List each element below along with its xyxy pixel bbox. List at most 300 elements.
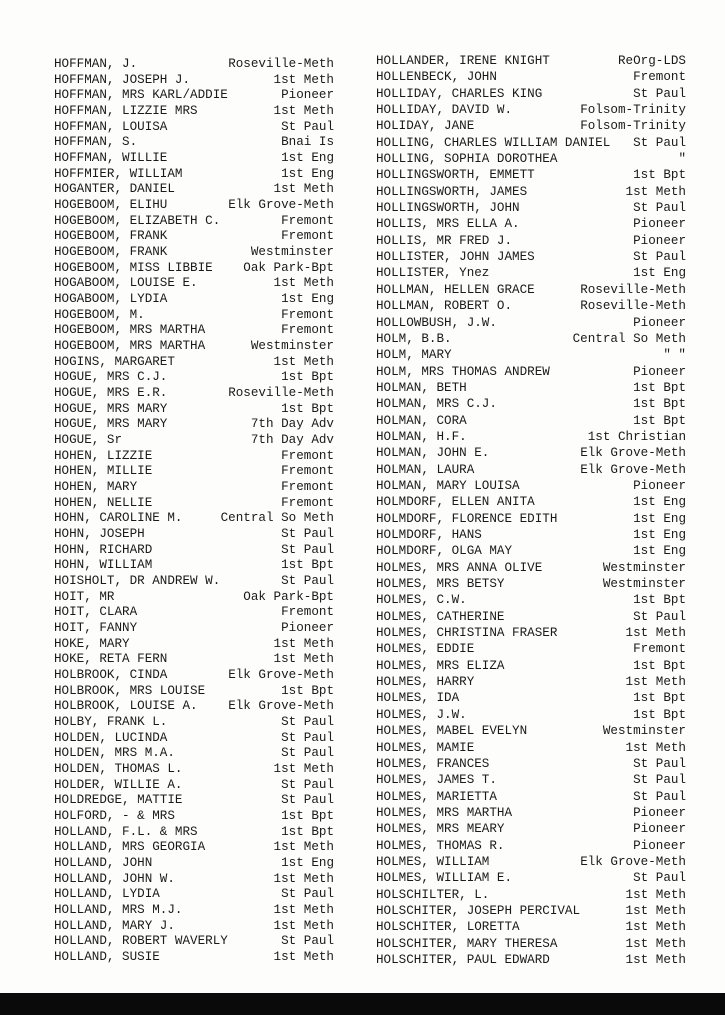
directory-entry xyxy=(54,919,334,934)
entry-name: HOLLISTER, JOHN JAMES xyxy=(376,250,535,264)
entry-name: HOGEBOOM, M. xyxy=(54,308,145,322)
directory-entry xyxy=(376,839,686,854)
entry-church: 1st Meth xyxy=(625,741,686,755)
directory-entry xyxy=(376,185,686,200)
directory-entry xyxy=(54,57,334,72)
directory-entry xyxy=(54,120,334,135)
entry-name: HOLMES, MAMIE xyxy=(376,741,475,755)
entry-church: St Paul xyxy=(633,871,686,885)
directory-entry xyxy=(54,731,334,746)
entry-name: HOLMES, MRS MARTHA xyxy=(376,806,513,820)
entry-church: Roseville-Meth xyxy=(228,386,334,400)
entry-name: HOLBROOK, LOUISE A. xyxy=(54,699,198,713)
directory-entry xyxy=(376,266,686,281)
directory-entry xyxy=(376,544,686,559)
directory-entry xyxy=(54,480,334,495)
directory-entry xyxy=(376,512,686,527)
entry-church: 1st Bpt xyxy=(281,825,334,839)
entry-name: HOLMES, IDA xyxy=(376,691,460,705)
entry-name: HOHEN, MILLIE xyxy=(54,464,153,478)
entry-name: HOFFMAN, LOUISA xyxy=(54,120,168,134)
directory-entry xyxy=(376,103,686,118)
entry-church: ReOrg-LDS xyxy=(617,54,686,68)
directory-entry xyxy=(376,495,686,510)
entry-name: HOGABOOM, LOUISE E. xyxy=(54,276,198,290)
directory-entry xyxy=(54,214,334,229)
entry-name: HOFFMAN, MRS KARL/ADDIE xyxy=(54,88,228,102)
directory-entry xyxy=(376,904,686,919)
entry-name: HOLMAN, JOHN E. xyxy=(376,446,490,460)
directory-entry xyxy=(54,261,334,276)
entry-name: HOLLENBECK, JOHN xyxy=(376,70,497,84)
directory-entry xyxy=(54,825,334,840)
entry-name: HOFFMAN, JOSEPH J. xyxy=(54,73,191,87)
entry-name: HOLMES, MRS ELIZA xyxy=(376,659,505,673)
directory-entry xyxy=(376,920,686,935)
entry-name: HOGEBOOM, FRANK xyxy=(54,229,168,243)
entry-name: HOFFMAN, WILLIE xyxy=(54,151,168,165)
directory-entry xyxy=(376,397,686,412)
directory-entry xyxy=(376,953,686,968)
directory-entry xyxy=(54,464,334,479)
entry-name: HOGABOOM, LYDIA xyxy=(54,292,168,306)
entry-church: 7th Day Adv xyxy=(250,417,334,431)
directory-entry xyxy=(376,659,686,674)
entry-church: Fremont xyxy=(281,308,334,322)
entry-church: 1st Bpt xyxy=(633,708,686,722)
entry-church: St Paul xyxy=(281,746,334,760)
directory-entry xyxy=(54,903,334,918)
entry-church: St Paul xyxy=(633,790,686,804)
directory-entry xyxy=(376,430,686,445)
entry-name: HOLMDORF, ELLEN ANITA xyxy=(376,495,535,509)
directory-entry xyxy=(54,809,334,824)
entry-church: St Paul xyxy=(281,887,334,901)
directory-entry xyxy=(376,217,686,232)
entry-name: HOLMES, WILLIAM xyxy=(376,855,490,869)
entry-name: HOGUE, Sr xyxy=(54,433,123,447)
entry-church: 1st Meth xyxy=(625,920,686,934)
entry-church: 1st Bpt xyxy=(633,414,686,428)
directory-entry xyxy=(54,182,334,197)
directory-entry xyxy=(54,323,334,338)
entry-name: HOLLIDAY, DAVID W. xyxy=(376,103,513,117)
entry-church: St Paul xyxy=(281,778,334,792)
directory-entry xyxy=(54,370,334,385)
entry-church: 1st Meth xyxy=(625,626,686,640)
entry-church: 7th Day Adv xyxy=(250,433,334,447)
entry-church: 1st Meth xyxy=(273,872,334,886)
entry-name: HOLMES, THOMAS R. xyxy=(376,839,505,853)
entry-name: HOFFMAN, J. xyxy=(54,57,138,71)
directory-entry xyxy=(376,691,686,706)
directory-entry xyxy=(376,806,686,821)
entry-name: HOLM, B.B. xyxy=(376,332,452,346)
entry-name: HOLLING, CHARLES WILLIAM DANIEL xyxy=(376,136,611,150)
directory-entry xyxy=(376,822,686,837)
directory-entry xyxy=(376,871,686,886)
directory-entry xyxy=(376,234,686,249)
entry-name: HOLIDAY, JANE xyxy=(376,119,475,133)
entry-church: 1st Christian xyxy=(587,430,686,444)
entry-name: HOLMDORF, FLORENCE EDITH xyxy=(376,512,558,526)
entry-church: 1st Meth xyxy=(273,950,334,964)
entry-name: HOLMAN, LAURA xyxy=(376,463,475,477)
directory-entry xyxy=(376,446,686,461)
entry-name: HOLLAND, JOHN xyxy=(54,856,153,870)
entry-church: 1st Eng xyxy=(281,292,334,306)
directory-entry xyxy=(376,675,686,690)
entry-name: HOLMAN, CORA xyxy=(376,414,467,428)
entry-name: HOLM, MARY xyxy=(376,348,452,362)
entry-name: HOLM, MRS THOMAS ANDREW xyxy=(376,365,550,379)
entry-name: HOFFMAN, S. xyxy=(54,135,138,149)
entry-name: HOHEN, NELLIE xyxy=(54,496,153,510)
entry-name: HOGEBOOM, FRANK xyxy=(54,245,168,259)
entry-church: 1st Meth xyxy=(625,937,686,951)
entry-church: Fremont xyxy=(281,214,334,228)
entry-name: HOLLIS, MR FRED J. xyxy=(376,234,513,248)
directory-entry xyxy=(54,840,334,855)
directory-entry xyxy=(54,684,334,699)
directory-entry xyxy=(54,527,334,542)
entry-church: Elk Grove-Meth xyxy=(228,198,334,212)
entry-church: 1st Eng xyxy=(633,495,686,509)
entry-church: St Paul xyxy=(633,201,686,215)
entry-church: St Paul xyxy=(633,610,686,624)
entry-name: HOLMES, WILLIAM E. xyxy=(376,871,513,885)
entry-church: Elk Grove-Meth xyxy=(580,855,686,869)
directory-entry xyxy=(54,449,334,464)
entry-church: 1st Meth xyxy=(273,182,334,196)
entry-name: HOLLAND, JOHN W. xyxy=(54,872,175,886)
entry-name: HOISHOLT, DR ANDREW W. xyxy=(54,574,221,588)
directory-entry xyxy=(376,332,686,347)
entry-name: HOGUE, MRS MARY xyxy=(54,417,168,431)
directory-entry xyxy=(376,414,686,429)
directory-entry xyxy=(376,365,686,380)
entry-name: HOLMAN, MRS C.J. xyxy=(376,397,497,411)
entry-church: Westminster xyxy=(602,561,686,575)
entry-name: HOLLINGSWORTH, JOHN xyxy=(376,201,520,215)
entry-church: Fremont xyxy=(281,464,334,478)
entry-name: HOKE, MARY xyxy=(54,637,130,651)
entry-name: HOLSCHITER, PAUL EDWARD xyxy=(376,953,550,967)
entry-church: 1st Bpt xyxy=(281,558,334,572)
entry-church: Fremont xyxy=(281,605,334,619)
entry-name: HOLMES, MRS ANNA OLIVE xyxy=(376,561,543,575)
entry-church: Elk Grove-Meth xyxy=(580,446,686,460)
entry-church: 1st Meth xyxy=(625,904,686,918)
entry-name: HOLMAN, BETH xyxy=(376,381,467,395)
entry-church: Pioneer xyxy=(633,234,686,248)
directory-entry xyxy=(376,168,686,183)
entry-church: Oak Park-Bpt xyxy=(243,590,334,604)
entry-church: Roseville-Meth xyxy=(580,299,686,313)
entry-name: HOGEBOOM, MISS LIBBIE xyxy=(54,261,213,275)
entry-name: HOLDEN, THOMAS L. xyxy=(54,762,183,776)
entry-name: HOLMES, MRS MEARY xyxy=(376,822,505,836)
entry-church: 1st Eng xyxy=(633,266,686,280)
directory-entry xyxy=(54,229,334,244)
directory-entry xyxy=(54,402,334,417)
entry-church: Pioneer xyxy=(633,365,686,379)
entry-name: HOHEN, MARY xyxy=(54,480,138,494)
entry-name: HOIT, FANNY xyxy=(54,621,138,635)
directory-entry xyxy=(54,934,334,949)
entry-church: 1st Eng xyxy=(281,856,334,870)
entry-name: HOGEBOOM, MRS MARTHA xyxy=(54,323,206,337)
entry-name: HOLLMAN, ROBERT O. xyxy=(376,299,513,313)
scan-bottom-edge xyxy=(0,993,725,1015)
directory-entry xyxy=(54,558,334,573)
directory-entry xyxy=(376,741,686,756)
directory-entry xyxy=(54,699,334,714)
entry-church: 1st Bpt xyxy=(633,168,686,182)
entry-church: Pioneer xyxy=(633,316,686,330)
directory-entry xyxy=(54,637,334,652)
entry-church: St Paul xyxy=(281,527,334,541)
entry-church: Fremont xyxy=(281,323,334,337)
entry-church: St Paul xyxy=(633,136,686,150)
entry-name: HOLLINGSWORTH, JAMES xyxy=(376,185,528,199)
directory-entry xyxy=(54,292,334,307)
entry-name: HOLBROOK, CINDA xyxy=(54,668,168,682)
entry-church: Fremont xyxy=(281,480,334,494)
directory-entry xyxy=(54,778,334,793)
entry-church: Westminster xyxy=(250,245,334,259)
entry-name: HOLLMAN, HELLEN GRACE xyxy=(376,283,535,297)
directory-entry xyxy=(376,724,686,739)
directory-entry xyxy=(54,339,334,354)
entry-name: HOLSCHITER, JOSEPH PERCIVAL xyxy=(376,904,581,918)
directory-entry xyxy=(376,610,686,625)
directory-entry xyxy=(54,605,334,620)
entry-church: Pioneer xyxy=(633,839,686,853)
entry-church: 1st Bpt xyxy=(633,691,686,705)
directory-entry xyxy=(54,496,334,511)
entry-church: Westminster xyxy=(250,339,334,353)
directory-entry xyxy=(376,381,686,396)
entry-church: Folsom-Trinity xyxy=(580,103,686,117)
entry-name: HOLDEN, MRS M.A. xyxy=(54,746,175,760)
entry-name: HOLMES, MABEL EVELYN xyxy=(376,724,528,738)
directory-entry xyxy=(376,577,686,592)
entry-name: HOGUE, MRS MARY xyxy=(54,402,168,416)
entry-church: 1st Bpt xyxy=(633,397,686,411)
entry-name: HOGEBOOM, ELIZABETH C. xyxy=(54,214,221,228)
entry-name: HOLLAND, MRS M.J. xyxy=(54,903,183,917)
entry-name: HOIT, MR xyxy=(54,590,115,604)
directory-entry xyxy=(376,937,686,952)
directory-entry xyxy=(376,528,686,543)
directory-entry xyxy=(54,856,334,871)
entry-church: 1st Meth xyxy=(273,919,334,933)
entry-church: 1st Meth xyxy=(273,903,334,917)
directory-entry xyxy=(54,574,334,589)
entry-church: St Paul xyxy=(633,87,686,101)
directory-entry xyxy=(54,308,334,323)
directory-entry xyxy=(54,386,334,401)
directory-entry xyxy=(376,152,686,167)
entry-church: Pioneer xyxy=(281,88,334,102)
directory-entry xyxy=(376,87,686,102)
entry-church: 1st Meth xyxy=(625,953,686,967)
entry-name: HOLMES, EDDIE xyxy=(376,642,475,656)
entry-name: HOLMES, CATHERINE xyxy=(376,610,505,624)
directory-entry xyxy=(376,54,686,69)
directory-entry xyxy=(376,283,686,298)
entry-church: 1st Meth xyxy=(625,888,686,902)
directory-entry xyxy=(54,151,334,166)
entry-church: Fremont xyxy=(281,449,334,463)
entry-name: HOIT, CLARA xyxy=(54,605,138,619)
entry-church: Elk Grove-Meth xyxy=(228,699,334,713)
entry-church: 1st Bpt xyxy=(633,381,686,395)
entry-name: HOLLAND, MRS GEORGIA xyxy=(54,840,206,854)
entry-name: HOLLAND, F.L. & MRS xyxy=(54,825,198,839)
entry-name: HOLBY, FRANK L. xyxy=(54,715,168,729)
entry-name: HOLMES, C.W. xyxy=(376,593,467,607)
entry-church: Folsom-Trinity xyxy=(580,119,686,133)
directory-entry xyxy=(54,433,334,448)
entry-name: HOLMES, CHRISTINA FRASER xyxy=(376,626,558,640)
entry-church: Central So Meth xyxy=(220,511,334,525)
entry-name: HOFFMIER, WILLIAM xyxy=(54,167,183,181)
entry-church: Bnai Is xyxy=(281,135,334,149)
entry-name: HOLLIDAY, CHARLES KING xyxy=(376,87,543,101)
entry-church: St Paul xyxy=(633,773,686,787)
entry-church: 1st Eng xyxy=(633,528,686,542)
entry-church: Fremont xyxy=(633,642,686,656)
directory-entry xyxy=(54,715,334,730)
entry-church: Pioneer xyxy=(633,479,686,493)
entry-church: 1st Meth xyxy=(273,73,334,87)
entry-name: HOLLINGSWORTH, EMMETT xyxy=(376,168,535,182)
entry-name: HOGUE, MRS E.R. xyxy=(54,386,168,400)
entry-name: HOHN, CAROLINE M. xyxy=(54,511,183,525)
entry-church: St Paul xyxy=(281,543,334,557)
entry-church: Westminster xyxy=(602,724,686,738)
directory-entry xyxy=(376,201,686,216)
directory-entry xyxy=(54,355,334,370)
directory-entry xyxy=(54,73,334,88)
entry-church: 1st Eng xyxy=(633,512,686,526)
directory-entry xyxy=(54,950,334,965)
entry-church: 1st Meth xyxy=(273,637,334,651)
directory-entry xyxy=(54,746,334,761)
directory-entry xyxy=(376,299,686,314)
entry-church: Oak Park-Bpt xyxy=(243,261,334,275)
directory-entry xyxy=(54,88,334,103)
entry-church: Elk Grove-Meth xyxy=(580,463,686,477)
entry-name: HOLSCHITER, LORETTA xyxy=(376,920,520,934)
directory-entry xyxy=(376,479,686,494)
directory-entry xyxy=(376,561,686,576)
entry-church: 1st Bpt xyxy=(281,370,334,384)
entry-name: HOLSCHILTER, L. xyxy=(376,888,490,902)
entry-name: HOLLAND, LYDIA xyxy=(54,887,160,901)
directory-entry xyxy=(54,762,334,777)
entry-name: HOLMES, FRANCES xyxy=(376,757,490,771)
entry-church: Pioneer xyxy=(633,822,686,836)
entry-church: St Paul xyxy=(281,793,334,807)
entry-name: HOLLAND, SUSIE xyxy=(54,950,160,964)
entry-name: HOLBROOK, MRS LOUISE xyxy=(54,684,206,698)
entry-church: 1st Eng xyxy=(281,167,334,181)
directory-entry xyxy=(376,70,686,85)
directory-entry xyxy=(376,119,686,134)
directory-entry xyxy=(376,626,686,641)
entry-church: 1st Bpt xyxy=(633,659,686,673)
entry-name: HOLMES, J.W. xyxy=(376,708,467,722)
entry-church: Fremont xyxy=(633,70,686,84)
entry-name: HOGEBOOM, MRS MARTHA xyxy=(54,339,206,353)
entry-church: " xyxy=(678,152,686,166)
entry-church: 1st Meth xyxy=(273,762,334,776)
entry-name: HOLMES, JAMES T. xyxy=(376,773,497,787)
entry-church: 1st Meth xyxy=(625,675,686,689)
entry-church: 1st Meth xyxy=(625,185,686,199)
entry-name: HOLMES, MRS BETSY xyxy=(376,577,505,591)
entry-name: HOHN, RICHARD xyxy=(54,543,153,557)
entry-church: St Paul xyxy=(281,731,334,745)
entry-name: HOHN, WILLIAM xyxy=(54,558,153,572)
entry-church: Pioneer xyxy=(633,217,686,231)
directory-entry xyxy=(54,276,334,291)
entry-church: Fremont xyxy=(281,496,334,510)
entry-church: Westminster xyxy=(602,577,686,591)
entry-church: Roseville-Meth xyxy=(228,57,334,71)
directory-entry xyxy=(54,621,334,636)
entry-name: HOLLAND, ROBERT WAVERLY xyxy=(54,934,228,948)
directory-entry xyxy=(54,245,334,260)
entry-name: HOLLAND, MARY J. xyxy=(54,919,175,933)
directory-entry xyxy=(54,167,334,182)
entry-name: HOGINS, MARGARET xyxy=(54,355,175,369)
entry-church: St Paul xyxy=(281,715,334,729)
directory-entry xyxy=(376,888,686,903)
entry-name: HOLLOWBUSH, J.W. xyxy=(376,316,497,330)
entry-church: Elk Grove-Meth xyxy=(228,668,334,682)
entry-church: 1st Meth xyxy=(273,355,334,369)
directory-entry xyxy=(54,793,334,808)
entry-church: St Paul xyxy=(281,120,334,134)
entry-church: 1st Bpt xyxy=(633,593,686,607)
entry-church: St Paul xyxy=(281,574,334,588)
entry-church: 1st Bpt xyxy=(281,809,334,823)
directory-entry xyxy=(54,135,334,150)
entry-name: HOLDER, WILLIE A. xyxy=(54,778,183,792)
directory-entry xyxy=(376,593,686,608)
entry-church: Fremont xyxy=(281,229,334,243)
entry-church: " " xyxy=(663,348,686,362)
entry-church: St Paul xyxy=(633,250,686,264)
entry-name: HOLLIS, MRS ELLA A. xyxy=(376,217,520,231)
directory-entry xyxy=(54,872,334,887)
directory-entry xyxy=(376,855,686,870)
directory-entry xyxy=(376,642,686,657)
entry-church: 1st Bpt xyxy=(281,402,334,416)
directory-entry xyxy=(376,757,686,772)
entry-name: HOHEN, LIZZIE xyxy=(54,449,153,463)
entry-name: HOLMES, MARIETTA xyxy=(376,790,497,804)
entry-church: Central So Meth xyxy=(572,332,686,346)
directory-entry xyxy=(376,708,686,723)
entry-name: HOLLANDER, IRENE KNIGHT xyxy=(376,54,550,68)
directory-entry xyxy=(54,543,334,558)
directory-entry xyxy=(54,652,334,667)
